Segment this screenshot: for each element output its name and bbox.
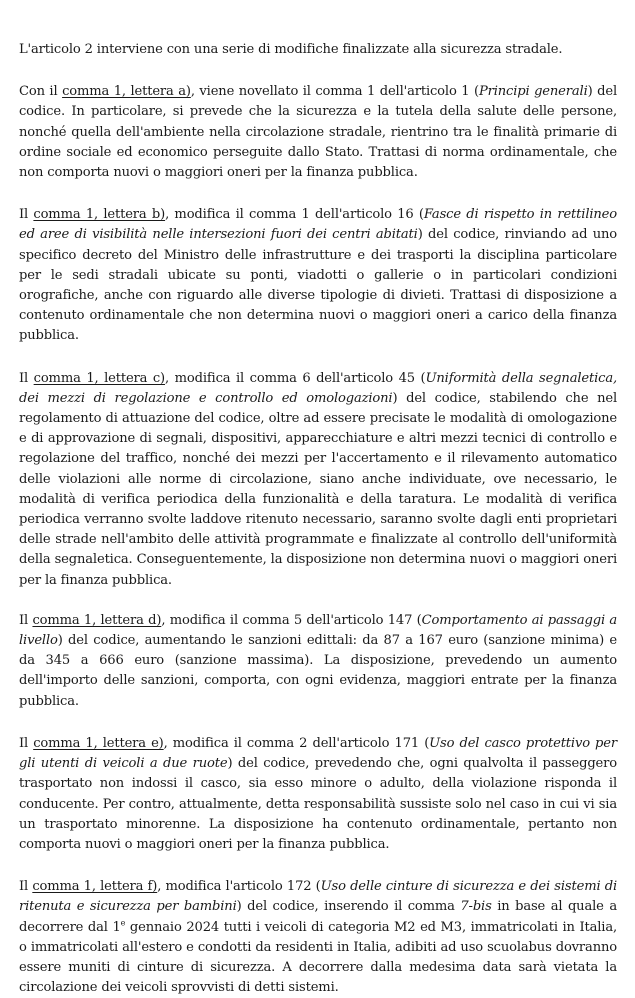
paragraph-pre: Il (19, 612, 33, 628)
comma-reference: comma 1, lettera a) (62, 84, 191, 100)
paragraph-lettera-e (19, 734, 617, 855)
comma-reference: comma 1, lettera b) (33, 207, 166, 223)
comma-reference: comma 1, lettera d) (32, 612, 162, 628)
article-title: Comportamento ai passaggi a livello (19, 612, 618, 649)
comma-reference: comma 1, lettera c) (33, 370, 166, 386)
paragraph-pre: Il (19, 370, 34, 386)
article-title: Fasce di rispetto in rettilineo ed aree di visibilità nelle intersezioni fuori dei centri abitati (19, 207, 618, 243)
article-title: Principi generali (478, 84, 588, 100)
paragraph-lettera-f (19, 877, 617, 998)
paragraph-mid: , modifica l'articolo 172 ( (157, 879, 321, 895)
paragraph-lettera-b (19, 205, 617, 346)
paragraph-lettera-c (19, 369, 617, 591)
article-title: Uso del casco protettivo per gli utenti di veicoli a due ruote (19, 735, 618, 772)
paragraph-lettera-a (19, 82, 617, 183)
document-page (19, 40, 617, 998)
paragraph-body: ) del codice, aumentando le sanzioni edittali: da 87 a 167 euro (sanzione minima) e da 345 a 666 euro (sanzione massima). La disposizione, prevedendo un aumento dell'importo delle sanzioni, comporta, con ogni evidenza, maggiori entrate per la finanza pubblica. (19, 633, 617, 709)
paragraph-body: ) del codice, prevedendo che, ogni qualvolta il passeggero trasportato non indossi il casco, sia esso minore o adulto, della violazione risponda il conducente. Per contro, attualmente, detta responsabilità sussiste solo nel caso in cui vi sia un trasportato minorenne. La disposizione ha contenuto ordinamentale, pertanto non comporta nuovi o maggiori oneri per la finanza pubblica. (19, 756, 618, 852)
paragraph-pre: Il (19, 207, 34, 223)
paragraph-body: ) del codice. In particolare, si prevede che la sicurezza e la tutela della salute delle persone, nonché quella dell'ambiente nella circolazione stradale, rientrino tra le finalità primarie di ordine sociale ed economico perseguite dallo Stato. Trattasi di norma ordinamentale, che non comporta nuovi o maggiori oneri per la finanza pubblica. (19, 84, 618, 181)
paragraph-body: ) del codice, stabilendo che nel regolamento di attuazione del codice, oltre ad essere precisate le modalità di omologazione e di approvazione di segnali, dispositivi, apparecchiature e altri mezzi tecnici di controllo e regolazione del traffico, nonché dei mezzi per l'accertamento e il rilevamento automatico delle violazioni alle norme di circolazione, siano anche individuate, ove necessario, le modalità di verifica periodica della funzionalità e della taratura. Le modalità di verifica periodica verranno svolte laddove ritenuto necessario, saranno svolte dagli enti proprietari delle strade nell'ambito delle attività programmate e finalizzate al controllo dell'uniformità della segnaletica. Conseguentemente, la disposizione non determina nuovi o maggiori oneri per la finanza pubblica. (19, 390, 618, 588)
paragraph-body: in base al quale a decorrere dal 1 (19, 899, 617, 935)
comma-reference: comma 1, lettera f) (32, 879, 158, 895)
article-title: Uso delle cinture di sicurezza e dei sistemi di ritenuta e sicurezza per bambini (19, 879, 618, 915)
paragraph-pre: Il (19, 735, 34, 751)
paragraph-body: ) del codice, inserendo il comma (236, 899, 461, 915)
ordinal-superscript: e (120, 918, 126, 928)
comma-number: 7-bis (460, 899, 492, 915)
paragraph-mid: , modifica il comma 2 dell'articolo 171 ( (163, 735, 430, 751)
intro-paragraph: L'articolo 2 interviene con una serie di modifiche finalizzate alla sicurezza stradale. (19, 42, 563, 57)
paragraph-body: ) del codice, rinviando ad uno specifico decreto del Ministro delle infrastrutture e dei trasporti la disciplina particolare per le sedi stradali ubicate su ponti, viadotti o gallerie o in particolari condizioni orografiche, anche con riguardo alle diverse tipologie di divieti. Trattasi di disposizione a contenuto ordinamentale che non determina nuovi o maggiori oneri a carico della finanza pubblica. (19, 227, 617, 344)
paragraph-mid: , modifica il comma 5 dell'articolo 147 ( (161, 612, 422, 628)
paragraph-mid: , modifica il comma 6 dell'articolo 45 ( (165, 370, 426, 386)
paragraph-pre: Il (19, 879, 33, 895)
paragraph-mid: , modifica il comma 1 dell'articolo 16 ( (165, 207, 424, 223)
paragraph-mid: , viene novellato il comma 1 dell'articolo 1 ( (190, 84, 479, 100)
comma-reference: comma 1, lettera e) (33, 735, 164, 751)
paragraph-lettera-d (19, 611, 617, 712)
paragraph-body: gennaio 2024 tutti i veicoli di categoria M2 ed M3, immatricolati in Italia, o immatricolati all'estero e condotti da residenti in Italia, adibiti ad uso scuolabus dovranno essere muniti di cinture di sicurezza. A decorrere dalla medesima data sarà vietata la circolazione dei veicoli sprovvisti di detti sistemi. (19, 919, 618, 996)
paragraph-pre: Con il (19, 84, 63, 100)
article-title: Uniformità della segnaletica, dei mezzi di regolazione e controllo ed omologazioni (19, 370, 617, 406)
